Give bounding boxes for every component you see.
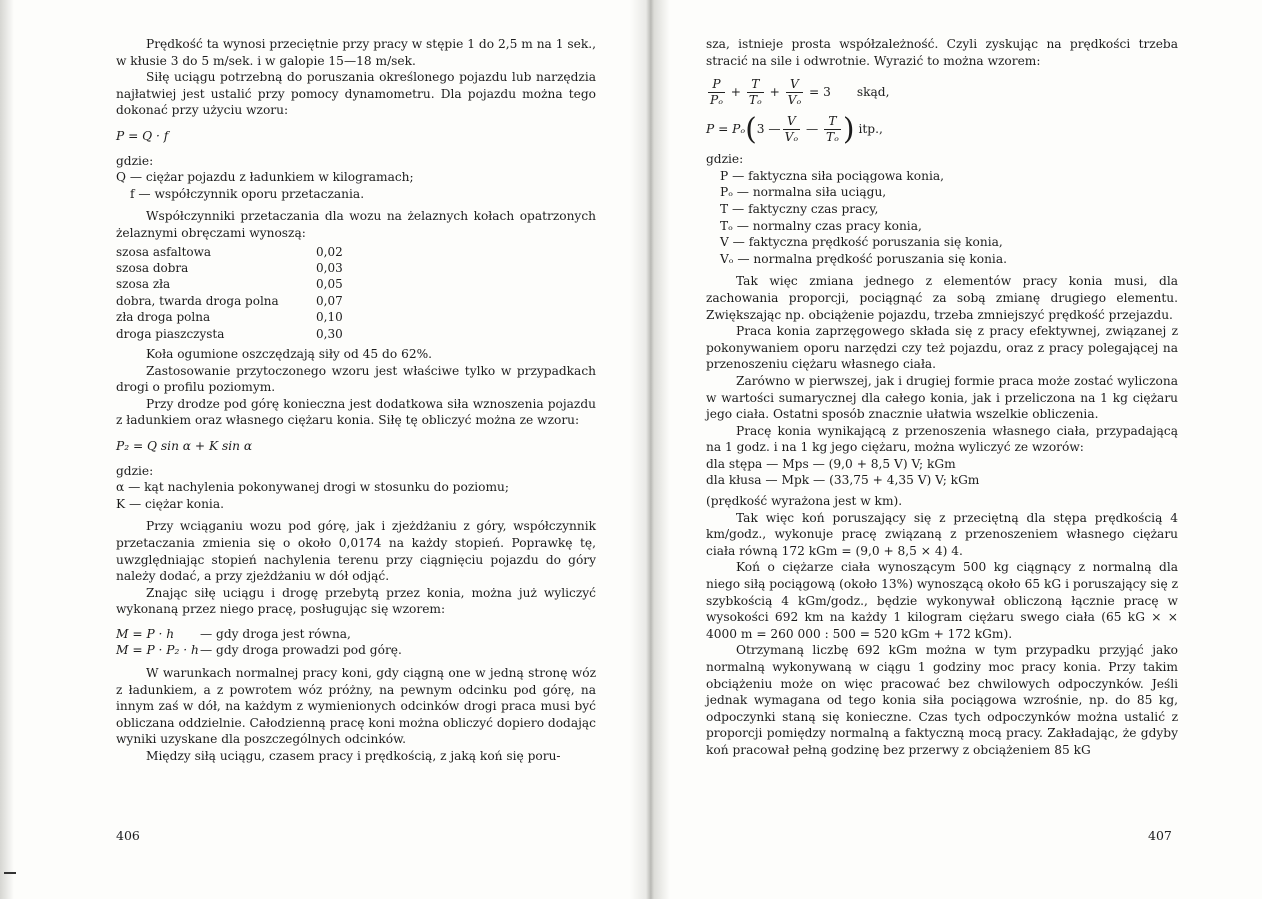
paragraph: Prędkość ta wynosi przeciętnie przy pracy w stępie 1 do 2,5 m na 1 sek., w kłusie 3 do 5 m/sek. i w galopie 15—18 m/sek. bbox=[116, 37, 596, 68]
coefficient-value: 0,10 bbox=[316, 310, 343, 325]
gdzie-label: gdzie: bbox=[116, 463, 154, 478]
definition: V — faktyczna prędkość poruszania się konia, bbox=[720, 235, 1003, 250]
frac-num: V bbox=[783, 114, 801, 130]
gdzie-label: gdzie: bbox=[116, 153, 154, 168]
formula-p-qf: P = Q · f bbox=[116, 128, 169, 143]
formula-m-ph: M = P · h bbox=[116, 626, 175, 641]
paragraph: Przy drodze pod górę konieczna jest dodatkowa siła wznoszenia pojazdu z ładunkiem oraz własnego ciężaru konia. Siłę tę obliczyć można ze wzoru: bbox=[116, 396, 596, 428]
definition: Vₒ — normalna prędkość poruszania się konia. bbox=[720, 251, 1007, 266]
paragraph: Tak więc koń poruszający się z przeciętną dla stępa prędkością 4 km/godz., wykonuje pracę związaną z przenoszeniem własnego ciężaru ciała równą 172 kGm = (9,0 + 8,5 × 4) 4. bbox=[706, 510, 1178, 558]
page-number-right: 407 bbox=[1148, 828, 1172, 843]
formula-proportion: $\frac{P}{\text{Pₒ}}$ + $\frac{T}{\text{Tₒ}}$ + $\frac{V}{\text{Vₒ}}$ = 3 skąd, bbox=[710, 77, 890, 108]
coefficient-name: szosa zła bbox=[116, 277, 171, 292]
gdzie-label: gdzie: bbox=[706, 152, 744, 167]
frac-num: V bbox=[786, 77, 804, 93]
frac-den: Vₒ bbox=[784, 130, 799, 145]
paragraph: Tak więc zmiana jednego z elementów pracy konia musi, dla zachowania proporcji, pociągnąć za sobą zmianę drugiego elementu. Zwiększając np. obciążenie pojazdu, trzeba zmniejszyć prędkość przejazdu. bbox=[706, 274, 1178, 322]
paragraph: Przy wciąganiu wozu pod górę, jak i zjeżdżaniu z góry, współczynnik przetaczania zmienia się o około 0,0174 na każdy stopień. Poprawkę tę, uwzględniając stopień nachylenia terenu przy ciągnięciu pojazdu do góry należy dodać, a przy zjeżdżaniu w dół odjąć. bbox=[116, 519, 596, 584]
paragraph: Zastosowanie przytoczonego wzoru jest właściwe tylko w przypadkach drogi o profilu poziomym. bbox=[116, 363, 596, 395]
paragraph: W warunkach normalnej pracy koni, gdy ciągną one w jedną stronę wóz z ładunkiem, a z powrotem wóz próżny, na pewnym odcinku pod górę, na innym zaś w dół, na każdym z wymienionych odcinków drogi praca musi być obliczana oddzielnie. Całodzienną pracę koni można obliczyć dopiero dodając wyniki uzyskane dla poszczególnych odcinków. bbox=[116, 666, 596, 747]
paragraph: (prędkość wyrażona jest w km). bbox=[706, 494, 903, 509]
coefficient-name: szosa dobra bbox=[116, 260, 189, 275]
definition-alpha: α — kąt nachylenia pokonywanej drogi w stosunku do poziomu; bbox=[116, 480, 509, 495]
edge-mark bbox=[4, 872, 16, 874]
frac-den: Tₒ bbox=[826, 130, 839, 145]
frac-den: Vₒ bbox=[787, 93, 802, 108]
coefficient-row bbox=[116, 276, 343, 292]
coefficient-row bbox=[116, 326, 343, 342]
book-gutter bbox=[630, 0, 670, 899]
frac-den: Tₒ bbox=[748, 93, 762, 108]
paragraph: Współczynniki przetaczania dla wozu na żelaznych kołach opatrzonych żelaznymi obręczami wynoszą: bbox=[116, 209, 596, 240]
formula-m-pp2h: M = P · P₂ · h bbox=[116, 643, 199, 658]
left-page bbox=[116, 36, 596, 765]
coefficient-name: droga piaszczysta bbox=[116, 326, 225, 341]
left-page-edge bbox=[0, 0, 14, 899]
definition-q: Q — ciężar pojazdu z ładunkiem w kilogramach; bbox=[116, 170, 414, 185]
coefficient-value: 0,05 bbox=[316, 277, 343, 292]
formula-note: — gdy droga jest równa, bbox=[200, 626, 351, 641]
paragraph: Koła ogumione oszczędzają siły od 45 do 62%. bbox=[146, 346, 433, 361]
definition-f: f — współczynnik oporu przetaczania. bbox=[130, 186, 365, 201]
formula-three: 3 — bbox=[756, 122, 781, 137]
paragraph: Koń o ciężarze ciała wynoszącym 500 kg ciągnący z normalną dla niego siłą pociągową (około 13%) wynoszącą około 65 kG i poruszający się z szybkością 4 kGm/godz., będzie wykonywał obliczoną łącznie pracę w wysokości 692 km na każdy 1 kilogram ciężaru swego ciała (65 kG × × 4000 m = 260 000 : 500 = 520 kGm + 172 kGm). bbox=[706, 560, 1178, 641]
coefficient-name: szosa asfaltowa bbox=[116, 244, 212, 259]
paragraph: Między siłą uciągu, czasem pracy i prędkością, z jaką koń się poru- bbox=[146, 749, 561, 764]
formula-lhs: P = Pₒ bbox=[706, 122, 746, 137]
coefficient-table bbox=[116, 244, 343, 342]
formula-eq: = 3 bbox=[809, 85, 831, 100]
right-page bbox=[706, 36, 1178, 759]
coefficient-row bbox=[116, 309, 343, 325]
definition: Tₒ — normalny czas pracy konia, bbox=[720, 218, 922, 233]
definitions-list bbox=[720, 168, 1178, 268]
coefficient-value: 0,07 bbox=[316, 293, 343, 308]
frac-num: T bbox=[747, 77, 764, 93]
paragraph: sza, istnieje prosta współzależność. Czyli zyskując na prędkości trzeba stracić na sile i odwrotnie. Wyrazić to można wzorem: bbox=[706, 37, 1178, 68]
page-number-left: 406 bbox=[116, 828, 140, 843]
coefficient-name: dobra, twarda droga polna bbox=[116, 293, 279, 308]
formula-p2: P₂ = Q sin α + K sin α bbox=[116, 438, 253, 453]
formula-step: dla stępa — Mps — (9,0 + 8,5 V) V; kGm bbox=[706, 456, 956, 471]
formula-klus: dla kłusa — Mpk — (33,75 + 4,35 V) V; kGm bbox=[706, 473, 980, 488]
coefficient-value: 0,02 bbox=[316, 244, 343, 259]
definition: T — faktyczny czas pracy, bbox=[720, 201, 879, 216]
coefficient-row bbox=[116, 293, 343, 309]
coefficient-row bbox=[116, 260, 343, 276]
coefficient-row bbox=[116, 244, 343, 260]
frac-num: P bbox=[708, 77, 725, 93]
paragraph: Otrzymaną liczbę 692 kGm można w tym przypadku przyjąć jako normalną wykonywaną w ciągu 1 godziny moc pracy konia. Przy takim obciążeniu może on więc pracować bez chwilowych odpoczynków. Jeśli jednak wymagana od tego konia siła pociągowa wzrośnie, np. do 85 kg, odpoczynki staną się konieczne. Czas tych odpoczynków można ustalić z proporcji pomiędzy normalną a faktyczną mocą pracy. Zakładając, że gdyby koń pracował pełną godzinę bez przerwy z obciążeniem 85 kG bbox=[706, 643, 1178, 757]
frac-num: T bbox=[824, 114, 841, 130]
definition: P — faktyczna siła pociągowa konia, bbox=[720, 168, 945, 183]
frac-den: Pₒ bbox=[710, 93, 723, 108]
coefficient-value: 0,03 bbox=[316, 260, 343, 275]
paragraph: Pracę konia wynikającą z przenoszenia własnego ciała, przypadającą na 1 godz. i na 1 kg jego ciężaru, można wyliczyć ze wzorów: bbox=[706, 423, 1178, 455]
definition: Pₒ — normalna siła uciągu, bbox=[720, 185, 887, 200]
paragraph: Praca konia zaprzęgowego składa się z pracy efektywnej, związanej z pokonywaniem oporu narzędzi czy też pojazdu, oraz z pracy polegającej na przenoszeniu ciężaru własnego ciała. bbox=[706, 324, 1178, 372]
formula-note: — gdy droga prowadzi pod górę. bbox=[200, 643, 402, 658]
definition-k: K — ciężar konia. bbox=[116, 496, 224, 511]
paragraph: Zarówno w pierwszej, jak i drugiej formie praca może zostać wyliczona w wartości sumarycznej dla całego konia, jak i przeliczona na 1 kg ciężaru jego ciała. Ostatni sposób znacznie ułatwia wszelkie obliczenia. bbox=[706, 373, 1178, 422]
formula-skad: skąd, bbox=[856, 85, 890, 100]
formula-p-po: P = Pₒ ( 3 — $\frac{V}{\text{Vₒ}}$ — $\frac{T}{\text{Tₒ}}$ ) itp., bbox=[706, 111, 883, 147]
formula-work bbox=[116, 626, 596, 659]
paragraph: Znając siłę uciągu i drogę przebytą przez konia, można już wyliczyć wykonaną przez niego pracę, posługując się wzorem: bbox=[116, 585, 596, 617]
coefficient-name: zła droga polna bbox=[116, 310, 211, 325]
paragraph: Siłę uciągu potrzebną do poruszania określonego pojazdu lub narzędzia najłatwiej jest ustalić przy pomocy dynamometru. Dla pojazdu można tego dokonać przy użyciu wzoru: bbox=[116, 70, 596, 118]
formula-itp: itp., bbox=[858, 122, 883, 137]
coefficient-value: 0,30 bbox=[316, 326, 343, 341]
